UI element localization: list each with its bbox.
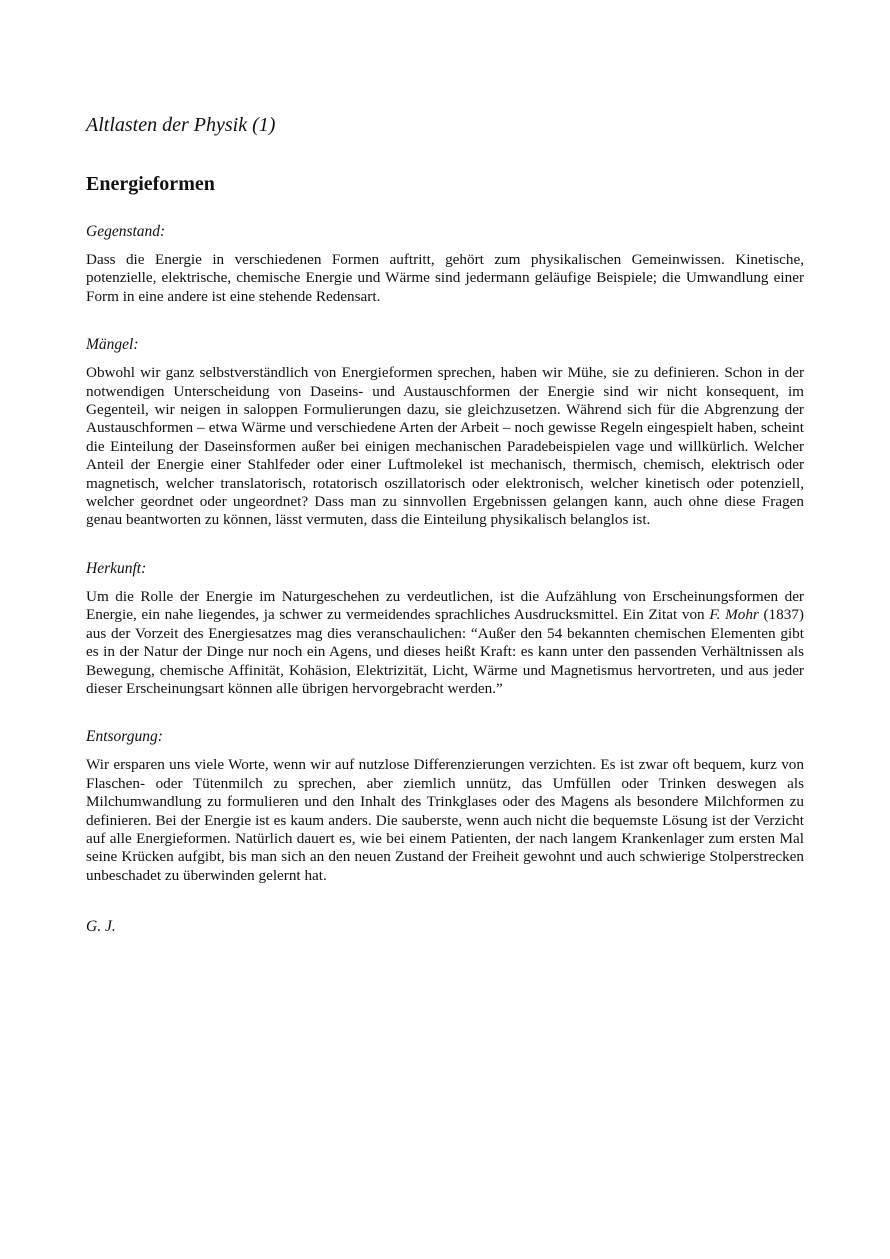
section-heading: Gegenstand: <box>86 223 166 240</box>
section-maengel <box>86 335 804 530</box>
section-herkunft <box>86 559 804 698</box>
section-heading: Mängel: <box>86 336 139 354</box>
paragraph-text-before: Um die Rolle der Energie im Naturgeschehen zu verdeutlichen, ist die Aufzählung von Erscheinungsformen der Energie, ein nahe liegendes, ja schwer zu vermeidendes sprachliches Ausdrucksmittel. Ein Zitat von <box>86 587 804 624</box>
section-paragraph: Wir ersparen uns viele Worte, wenn wir auf nutzlose Differenzierungen verzichten. Es ist zwar oft bequem, kurz von Flaschen- oder Tütenmilch zu sprechen, aber ziemlich unnütz, das Umfüllen oder Trinken deswegen als Milchumwandlung zu formulieren und den Inhalt des Trinkglases oder des Magens als besondere Milchformen zu definieren. Bei der Energie ist es kaum anders. Die sauberste, wenn auch nicht die bequemste Lösung ist der Verzicht auf alle Energieformen. Natürlich dauert es, wie bei einem Patienten, der nach langem Krankenlager zum ersten Mal seine Krücken aufgibt, bis man sich an den neuen Zustand der Freiheit gewohnt und auch schwierige Stolperstrecken unbeschadet zu überwinden gelernt hat. <box>86 756 804 884</box>
section-heading: Entsorgung: <box>86 728 163 746</box>
section-paragraph: Dass die Energie in verschiedenen Formen auftritt, gehört zum physikalischen Gemeinwissen. Kinetische, potenzielle, elektrische, chemische Energie und Wärme sind jedermann geläufige Beispiele; die Umwandlung einer Form in eine andere ist eine stehende Redensart. <box>86 251 804 305</box>
series-title: Altlasten der Physik (1) <box>86 114 276 136</box>
author-signature: G. J. <box>86 918 116 936</box>
document-page <box>86 100 804 937</box>
section-entsorgung <box>86 727 804 885</box>
section-heading: Herkunft: <box>86 559 147 577</box>
section-gegenstand <box>86 222 804 306</box>
paragraph-text-after: (1837) aus der Vorzeit des Energiesatzes mag dies veranschaulichen: “Außer den 54 bekannten chemischen Elementen gibt es in der Natur der Dinge nur noch ein Agens, und dieses heißt Kraft: es kann unter den passenden Verhältnissen als Bewegung, chemische Affinität, Kohäsion, Elektrizität, Licht, Wärme und Magnetismus hervortreten, und aus jeder dieser Erscheinungsart können alle übrigen hervorgebracht werden.” <box>86 606 804 697</box>
page-title: Energieformen <box>86 173 215 195</box>
cited-author-name: F. Mohr <box>709 606 759 624</box>
section-paragraph: Obwohl wir ganz selbstverständlich von Energieformen sprechen, haben wir Mühe, sie zu definieren. Schon in der notwendigen Unterscheidung von Daseins- und Austauschformen der Energie sind wir nicht konsequent, im Gegenteil, wir neigen in saloppen Formulierungen dazu, sie gleichzusetzen. Während sich für die Abgrenzung der Austauschformen – etwa Wärme und verschiedene Arten der Arbeit – noch gewisse Regeln eingespielt haben, scheint die Einteilung der Daseinsformen außer bei einigen mechanischen Paradebeispielen vage und willkürlich. Welcher Anteil der Energie einer Stahlfeder oder einer Luftmolekel ist mechanisch, thermisch, chemisch, elektrisch oder magnetisch, welcher translatorisch, rotatorisch oszillatorisch oder elektronisch, welcher kinetisch oder potenziell, welcher geordnet oder ungeordnet? Dass man zu sinnvollen Ergebnissen gelangen kann, auch ohne diese Fragen genau beantworten zu können, lässt vermuten, dass die Einteilung physikalisch belanglos ist. <box>86 364 804 529</box>
section-paragraph <box>86 588 804 698</box>
